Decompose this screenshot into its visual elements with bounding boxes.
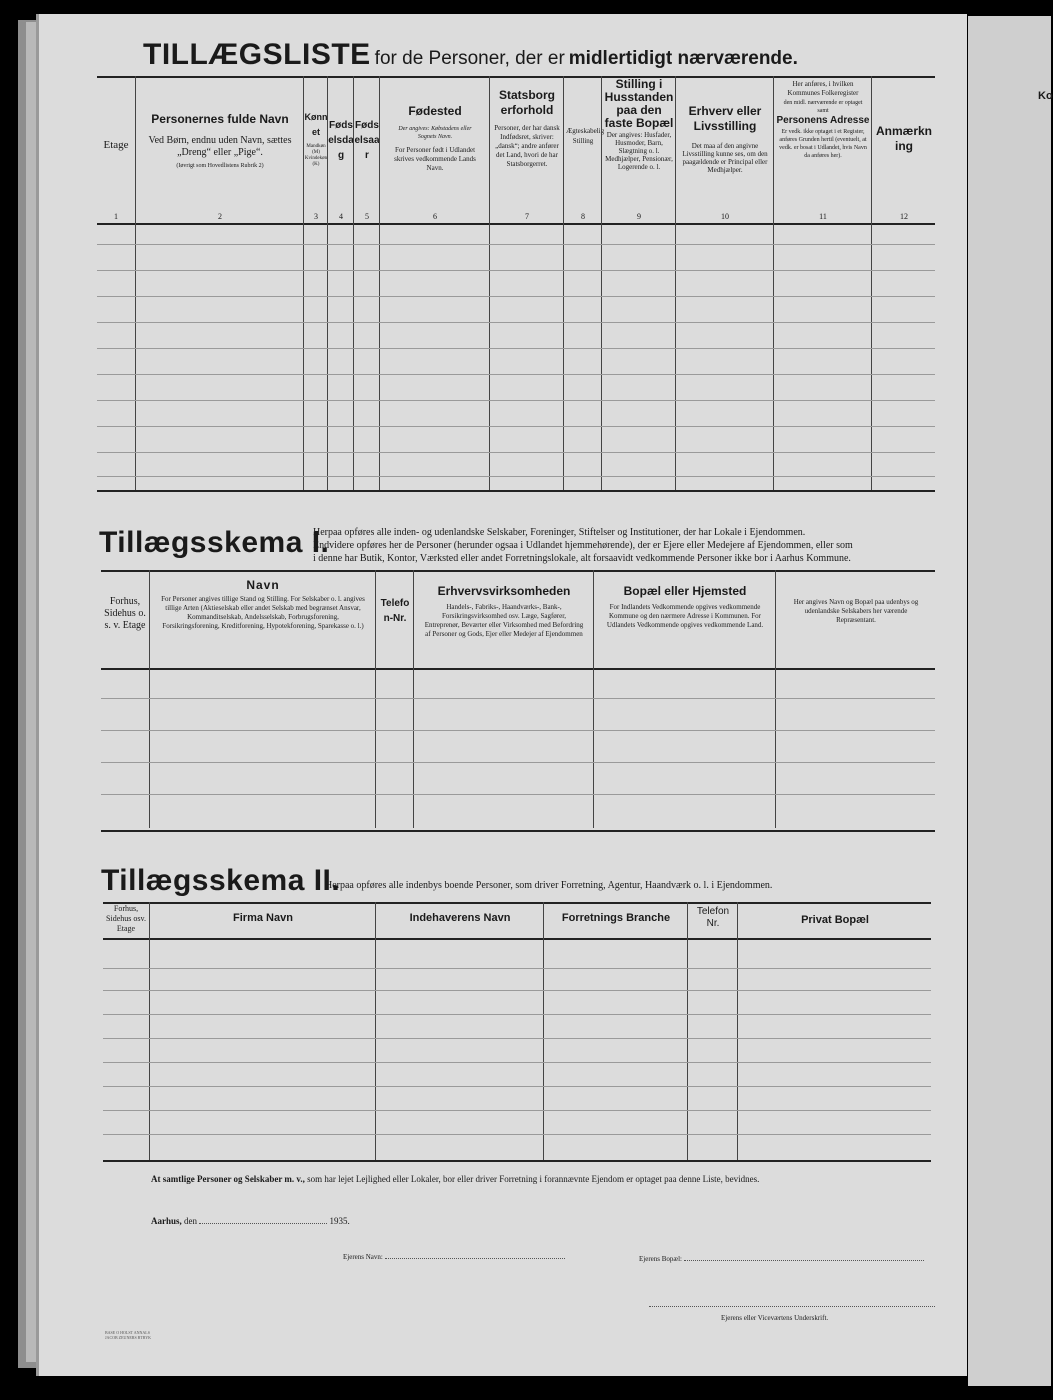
table-row — [103, 968, 931, 969]
col-register-header: Her anføres, i hvilken Kommunes Folkeregister den midl. nærværende er optaget samt Personens Adresse Er vedk. ikke optaget i et Register, anføres Grunden hertil (eventuelt, at vedk. er bosat i Udlandet, hvis Navn da anføres her). 11 — [773, 76, 872, 223]
skema1-col-residence: Bopæl eller Hjemsted For Indlandets Vedkommende opgives vedkommende Kommune og den nærmere Adresse i Kommunen. For Udlandets Vedkommende opgives vedkommende Land. — [593, 570, 776, 668]
owner-name-field[interactable] — [385, 1252, 565, 1259]
col-marital-header: Ægteskabelig Stilling 8 — [563, 76, 602, 223]
skema2-col-firm: Firma Navn — [149, 902, 376, 938]
signature-field[interactable] — [649, 1306, 935, 1307]
page-title — [143, 38, 963, 72]
skema2-description: Herpaa opføres alle indenbys boende Personer, som driver Forretning, Agentur, Haandværk o. l. i Ejendommen. — [325, 880, 773, 891]
skema2-col-phone: Telefon Nr. — [687, 902, 738, 938]
col-birthyear-header: Fødselsaar 5 — [353, 76, 380, 223]
table-row — [103, 1038, 931, 1039]
main-header-bottom-rule — [97, 223, 935, 225]
title-rest: for de Personer, der er — [374, 48, 565, 69]
skema1-description: Herpaa opføres alle inden- og udenlandske Selskaber, Foreninger, Stiftelser og Institutioner, der har Lokale i Ejendommen. Endvidere opføres her de Personer (herunder ogsaa i Udlandet hjemmehørende), der er Ejere eller Medejere af Ejendommen, eller som i denne har Butik, Kontor, Værksted eller andet Forretningslokale, alt forsaavidt vedkommende Personer ikke bor i Aarhus Kommune. — [313, 527, 853, 564]
skema2-table — [103, 902, 931, 1162]
col-gender-header: Kønnet Mandkøn (M) Kvindekøn (K) 3 — [303, 76, 328, 223]
skema1-bottom-rule — [101, 830, 935, 832]
table-row — [101, 698, 935, 699]
col-birthplace-header: Fødested Der angives: Købstadens eller Sognets Navn. For Personer født i Udlandet skrives vedkommende Lands Navn. 6 — [379, 76, 490, 223]
owner-address-field[interactable] — [684, 1254, 924, 1261]
skema1-title: Tillægsskema I. — [99, 526, 330, 559]
form-page — [36, 14, 967, 1376]
col-occupation-header: Erhverv eller Livsstilling Det maa af den angivne Livsstilling kunne ses, om den paagældende er Principal eller Medhjælper. 10 — [675, 76, 774, 223]
title-bold: TILLÆGSLISTE — [143, 38, 371, 71]
skema2-col-floor: Forhus, Sidehus osv. Etage — [106, 904, 146, 933]
table-row — [97, 452, 935, 453]
skema1-table — [101, 570, 935, 832]
title-bold-2: midlertidigt nærværende. — [568, 48, 798, 69]
skema1-col-name: Navn For Personer angives tillige Stand og Stilling. For Selskaber o. l. angives tillige Arten (Aktieselskab eller andet Selskab med begrænset Ansvar, Kommanditselskab, Andelsselskab, Forbrugsforening, Forsikringsforening, Kreditforening, Hypotekforening, Sparekasse o. l.) — [149, 570, 376, 668]
col-remarks-header: Anmærkning 12 — [871, 76, 936, 223]
main-table-bottom-rule — [97, 490, 935, 492]
adjacent-page-fragment: Ko — [1038, 90, 1053, 102]
table-row — [101, 762, 935, 763]
col-etage-header: Etage 1 — [103, 139, 129, 221]
table-row — [97, 400, 935, 401]
skema2-header-rule — [103, 938, 931, 940]
table-row — [103, 1110, 931, 1111]
table-row — [101, 730, 935, 731]
skema1-col-business: Erhvervsvirksomheden Handels-, Fabriks-, Haandværks-, Bank-, Forsikringsvirksomhed osv. Læge, Sagfører, Entreprenør, Beværter eller Virksomhed med Befordring af Personer og Gods, Ejer eller Medejer af Ejendommen — [413, 570, 594, 668]
col-household-header: Stilling i Husstanden paa den faste Bopæl Der angives: Husfader, Husmoder, Barn, Slægtning o. l. Medhjælper, Pensionær, Logerende o. l. 9 — [601, 76, 676, 223]
col-citizenship-header: Statsborgerforhold Personer, der har dansk Indfødsret, skriver: „dansk“; andre anfører det Land, hvori de har Statsborgerret. 7 — [489, 76, 564, 223]
owner-name-line: Ejerens Navn: — [343, 1252, 565, 1261]
skema1-col-representative: Her angives Navn og Bopæl paa udenbys og udenlandske Selskabers her værende Repræsentant. — [775, 570, 936, 668]
skema2-col-address: Privat Bopæl — [737, 902, 932, 938]
table-row — [97, 244, 935, 245]
col-name-header: Personernes fulde Navn Ved Børn, endnu uden Navn, sættes „Dreng“ eller „Pige“. (Iøvrigt som Hovedlistens Rubrik 2) 2 — [135, 76, 304, 223]
table-row — [97, 348, 935, 349]
table-row — [103, 1086, 931, 1087]
owner-address-line: Ejerens Bopæl: — [639, 1254, 924, 1263]
skema1-col-floor: Forhus, Sidehus o. s. v. Etage — [104, 596, 146, 631]
table-row — [97, 374, 935, 375]
date-line: Aarhus, den 1935. — [151, 1216, 350, 1226]
table-row — [97, 476, 935, 477]
table-row — [103, 990, 931, 991]
table-row — [97, 426, 935, 427]
printer-mark: BASE O HOLST ANNALS JACOB ZEUNERS BTRYK — [105, 1330, 152, 1340]
date-field[interactable] — [199, 1217, 327, 1224]
signature-label: Ejerens eller Viceværtens Underskrift. — [721, 1314, 829, 1322]
col-birthday-header: Fødselsdag 4 — [327, 76, 354, 223]
table-row — [97, 296, 935, 297]
adjacent-page — [968, 16, 1051, 1386]
skema1-header-rule — [101, 668, 935, 670]
table-row — [97, 322, 935, 323]
main-table-header — [97, 76, 935, 223]
table-row — [103, 1062, 931, 1063]
certification-text: At samtlige Personer og Selskaber m. v., som har lejet Lejlighed eller Lokaler, bor eller driver Forretning i forannævnte Ejendom er optaget paa denne Liste, bevidnes. — [151, 1174, 760, 1184]
skema1-col-phone: Telefon-Nr. — [375, 570, 414, 668]
table-row — [103, 1014, 931, 1015]
table-row — [97, 270, 935, 271]
skema2-bottom-rule — [103, 1160, 931, 1162]
table-row — [103, 1134, 931, 1135]
main-table — [97, 76, 935, 490]
table-row — [101, 794, 935, 795]
skema2-title: Tillægsskema II. — [101, 864, 341, 897]
skema2-col-branch: Forretnings Branche — [543, 902, 688, 938]
skema2-col-owner: Indehaverens Navn — [375, 902, 544, 938]
